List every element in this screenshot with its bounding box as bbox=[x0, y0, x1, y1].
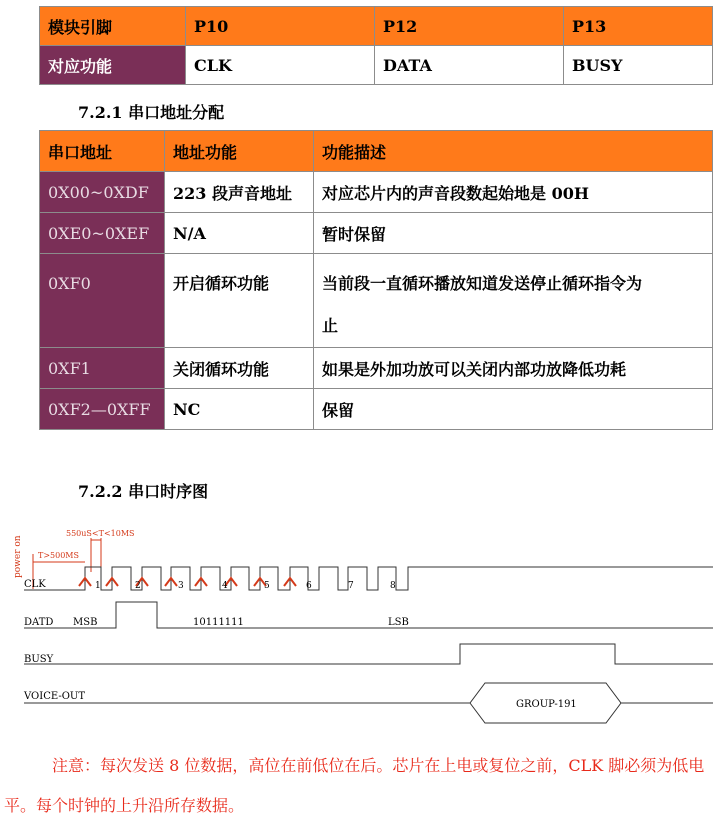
table-header-cell: 功能描述 bbox=[314, 131, 713, 172]
table-cell: DATA bbox=[375, 46, 564, 85]
clock-number: 3 bbox=[178, 581, 184, 591]
function-cell: NC bbox=[165, 389, 314, 430]
address-text: 0XF0 bbox=[48, 274, 91, 293]
description-line-1: 当前段一直循环播放知道发送停止循环指令为 bbox=[322, 274, 643, 293]
clock-numbers bbox=[95, 581, 396, 591]
voice-out-waveform bbox=[24, 683, 713, 723]
description-cell: 保留 bbox=[314, 389, 713, 430]
clock-number: 1 bbox=[95, 581, 101, 591]
table-header-cell: 串口地址 bbox=[40, 131, 165, 172]
table-header-cell: P10 bbox=[186, 7, 375, 46]
note-text: 注意：每次发送 8 位数据，高位在前低位在后。芯片在上电或复位之前，CLK 脚必须为低电平。每个时钟的上升沿所存数据。 bbox=[4, 756, 705, 815]
msb-label: MSB bbox=[73, 617, 98, 628]
signal-label-data: DATD bbox=[24, 617, 54, 628]
table-row bbox=[40, 348, 713, 389]
section-title: 7.2.1 串口地址分配 bbox=[78, 103, 225, 122]
address-cell: 0XF2—0XFF bbox=[40, 389, 165, 430]
description-cell bbox=[314, 254, 713, 348]
table-row bbox=[40, 46, 713, 85]
timing-diagram bbox=[0, 512, 722, 737]
table-row bbox=[40, 7, 713, 46]
clock-number: 7 bbox=[348, 581, 354, 591]
address-cell: 0XE0~0XEF bbox=[40, 213, 165, 254]
description-cell: 对应芯片内的声音段数起始地是 00H bbox=[314, 172, 713, 213]
pin-table bbox=[39, 6, 713, 85]
group-label: GROUP-191 bbox=[516, 699, 577, 710]
table-header-cell: P12 bbox=[375, 7, 564, 46]
description-cell: 暂时保留 bbox=[314, 213, 713, 254]
address-table bbox=[39, 130, 713, 430]
power-on-label: power on bbox=[13, 535, 23, 578]
table-row bbox=[40, 172, 713, 213]
table-header-cell: 模块引脚 bbox=[40, 7, 186, 46]
address-cell: 0X00~0XDF bbox=[40, 172, 165, 213]
address-cell: 0XF1 bbox=[40, 348, 165, 389]
table-row bbox=[40, 213, 713, 254]
table-header-cell: 地址功能 bbox=[165, 131, 314, 172]
bits-label: 10111111 bbox=[193, 617, 244, 628]
signal-label-busy: BUSY bbox=[24, 654, 54, 665]
description-line-2: 止 bbox=[322, 316, 339, 335]
section-title: 7.2.2 串口时序图 bbox=[78, 482, 209, 501]
clock-number: 2 bbox=[135, 581, 141, 591]
function-cell bbox=[165, 254, 314, 348]
function-cell: N/A bbox=[165, 213, 314, 254]
address-cell bbox=[40, 254, 165, 348]
t-high-label: 550uS<T<10MS bbox=[66, 529, 135, 538]
table-cell: CLK bbox=[186, 46, 375, 85]
lsb-label: LSB bbox=[388, 617, 409, 628]
signal-label-clk: CLK bbox=[24, 579, 46, 590]
table-cell: BUSY bbox=[564, 46, 713, 85]
clk-waveform bbox=[24, 567, 713, 590]
description-cell: 如果是外加功放可以关闭内部功放降低功耗 bbox=[314, 348, 713, 389]
table-cell: 对应功能 bbox=[40, 46, 186, 85]
t-low-label: T>500MS bbox=[38, 551, 79, 560]
signal-label-voice-out: VOICE-OUT bbox=[24, 691, 86, 702]
data-waveform bbox=[24, 602, 713, 628]
clock-number: 5 bbox=[264, 581, 270, 591]
clock-number: 4 bbox=[222, 581, 228, 591]
table-row bbox=[40, 254, 713, 348]
clock-number: 8 bbox=[390, 581, 396, 591]
function-cell: 关闭循环功能 bbox=[165, 348, 314, 389]
table-row bbox=[40, 131, 713, 172]
busy-waveform bbox=[24, 644, 713, 664]
table-header-cell: P13 bbox=[564, 7, 713, 46]
function-cell: 223 段声音地址 bbox=[165, 172, 314, 213]
table-row bbox=[40, 389, 713, 430]
clock-number: 6 bbox=[306, 581, 312, 591]
function-text: 开启循环功能 bbox=[173, 274, 270, 293]
